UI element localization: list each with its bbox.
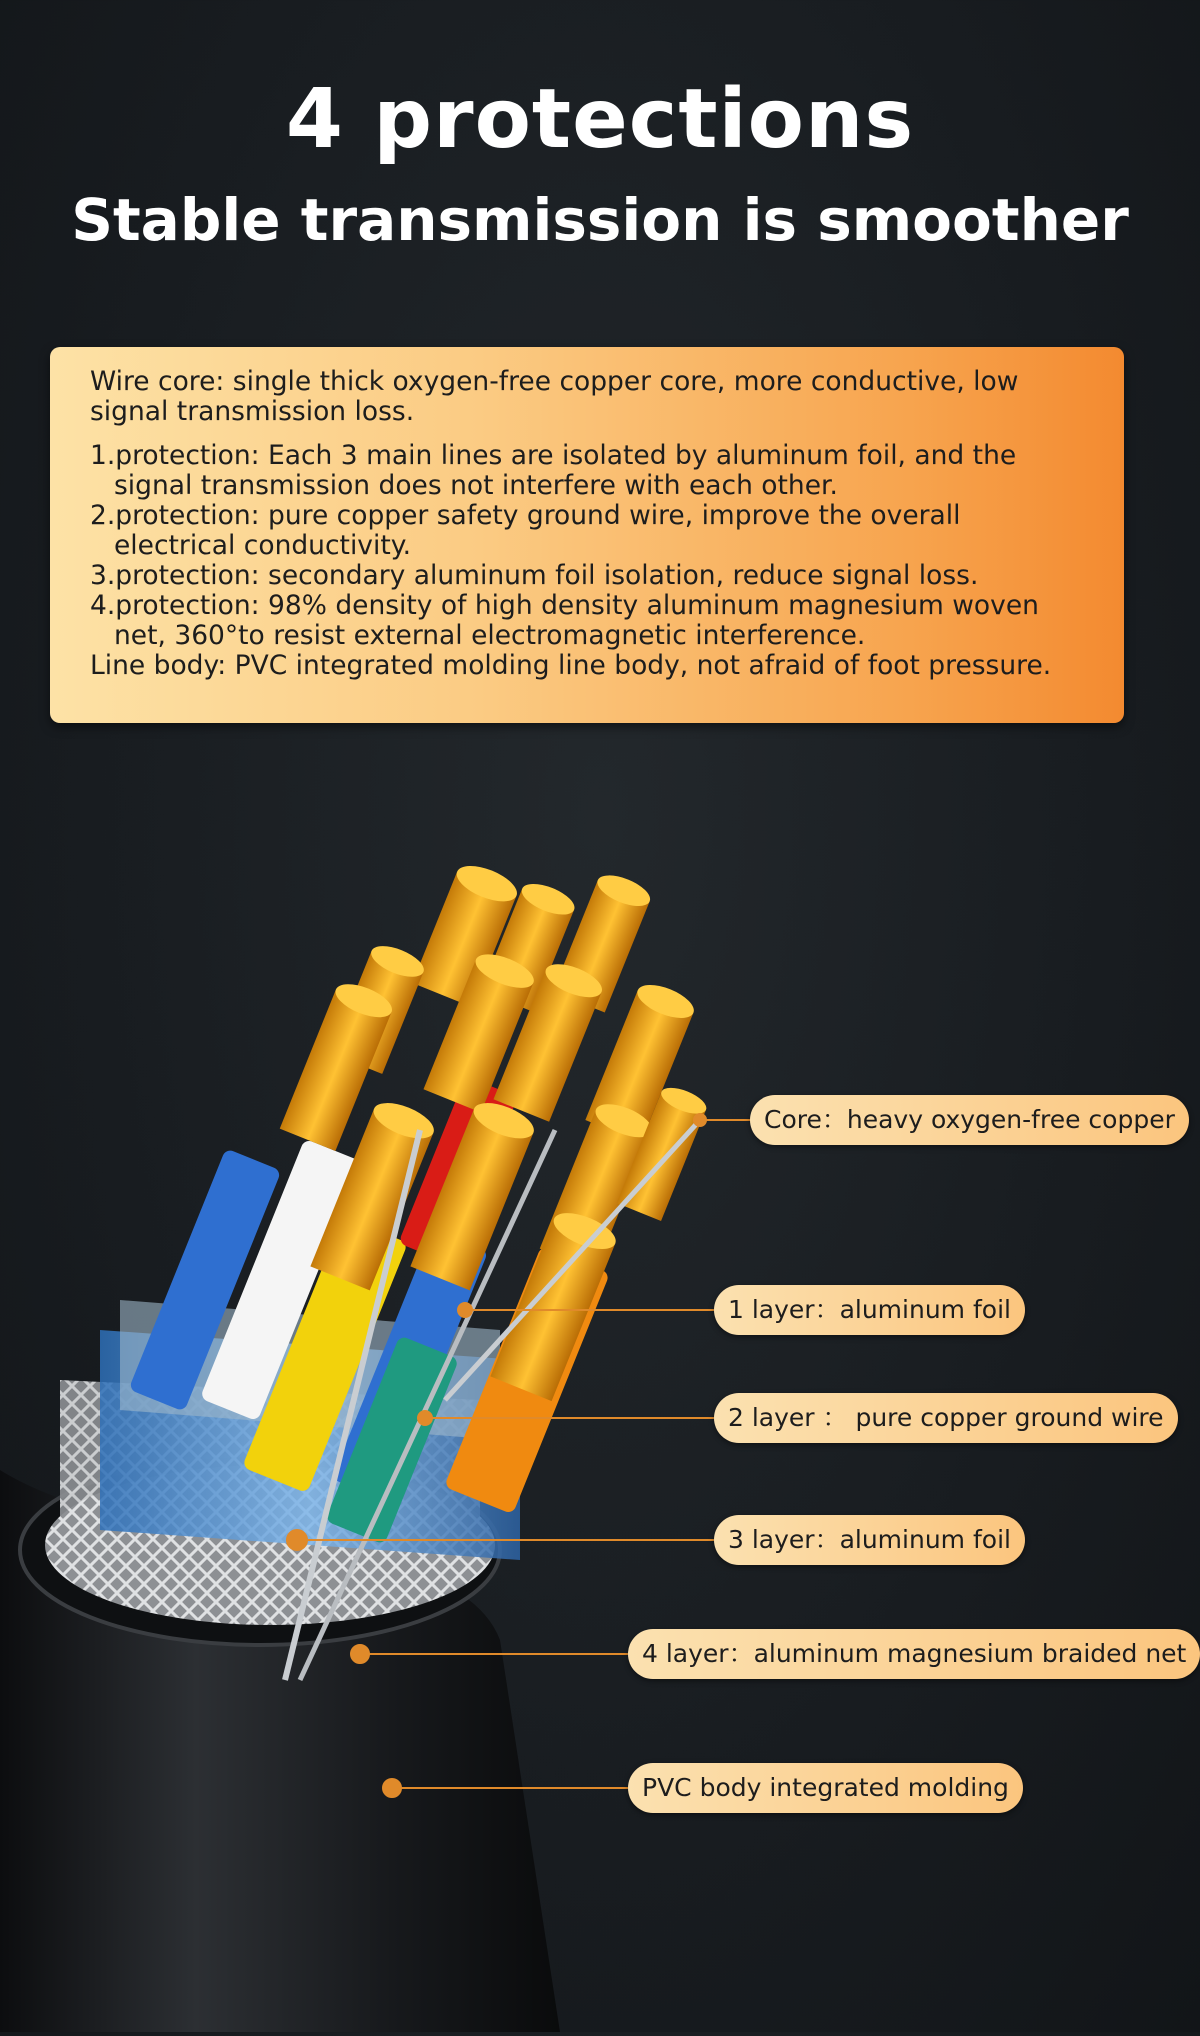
protection-2-text: 2.protection: pure copper safety ground wire, improve the overall electrical conductivity. xyxy=(90,500,961,561)
label-layer-4: 4 layer：aluminum magnesium braided net xyxy=(628,1629,1200,1679)
label-layer-3: 3 layer：aluminum foil xyxy=(714,1515,1025,1565)
cable-illustration xyxy=(0,820,1200,2032)
label-layer-1: 1 layer：aluminum foil xyxy=(714,1285,1025,1335)
protection-1-text: 1.protection: Each 3 main lines are isolated by aluminum foil, and the signal transmission does not interfere with each other. xyxy=(90,440,1017,501)
label-core: Core：heavy oxygen-free copper xyxy=(750,1095,1189,1145)
label-pvc-body: PVC body integrated molding xyxy=(628,1763,1023,1813)
protection-4-text: 4.protection: 98% density of high density aluminum magnesium woven net, 360°to resist external electromagnetic interference. xyxy=(90,590,1039,651)
protection-3-text: 3.protection: secondary aluminum foil isolation, reduce signal loss. xyxy=(90,560,979,591)
page-title: 4 protections xyxy=(285,72,915,167)
label-layer-2: 2 layer ： pure copper ground wire xyxy=(714,1393,1178,1443)
page-subtitle: Stable transmission is smoother xyxy=(71,186,1129,254)
info-box xyxy=(50,347,1124,723)
line-body-text: Line body: PVC integrated molding line body, not afraid of foot pressure. xyxy=(90,650,1052,681)
wire-core-text: Wire core: single thick oxygen-free copper core, more conductive, low signal transmission loss. xyxy=(90,366,1019,427)
